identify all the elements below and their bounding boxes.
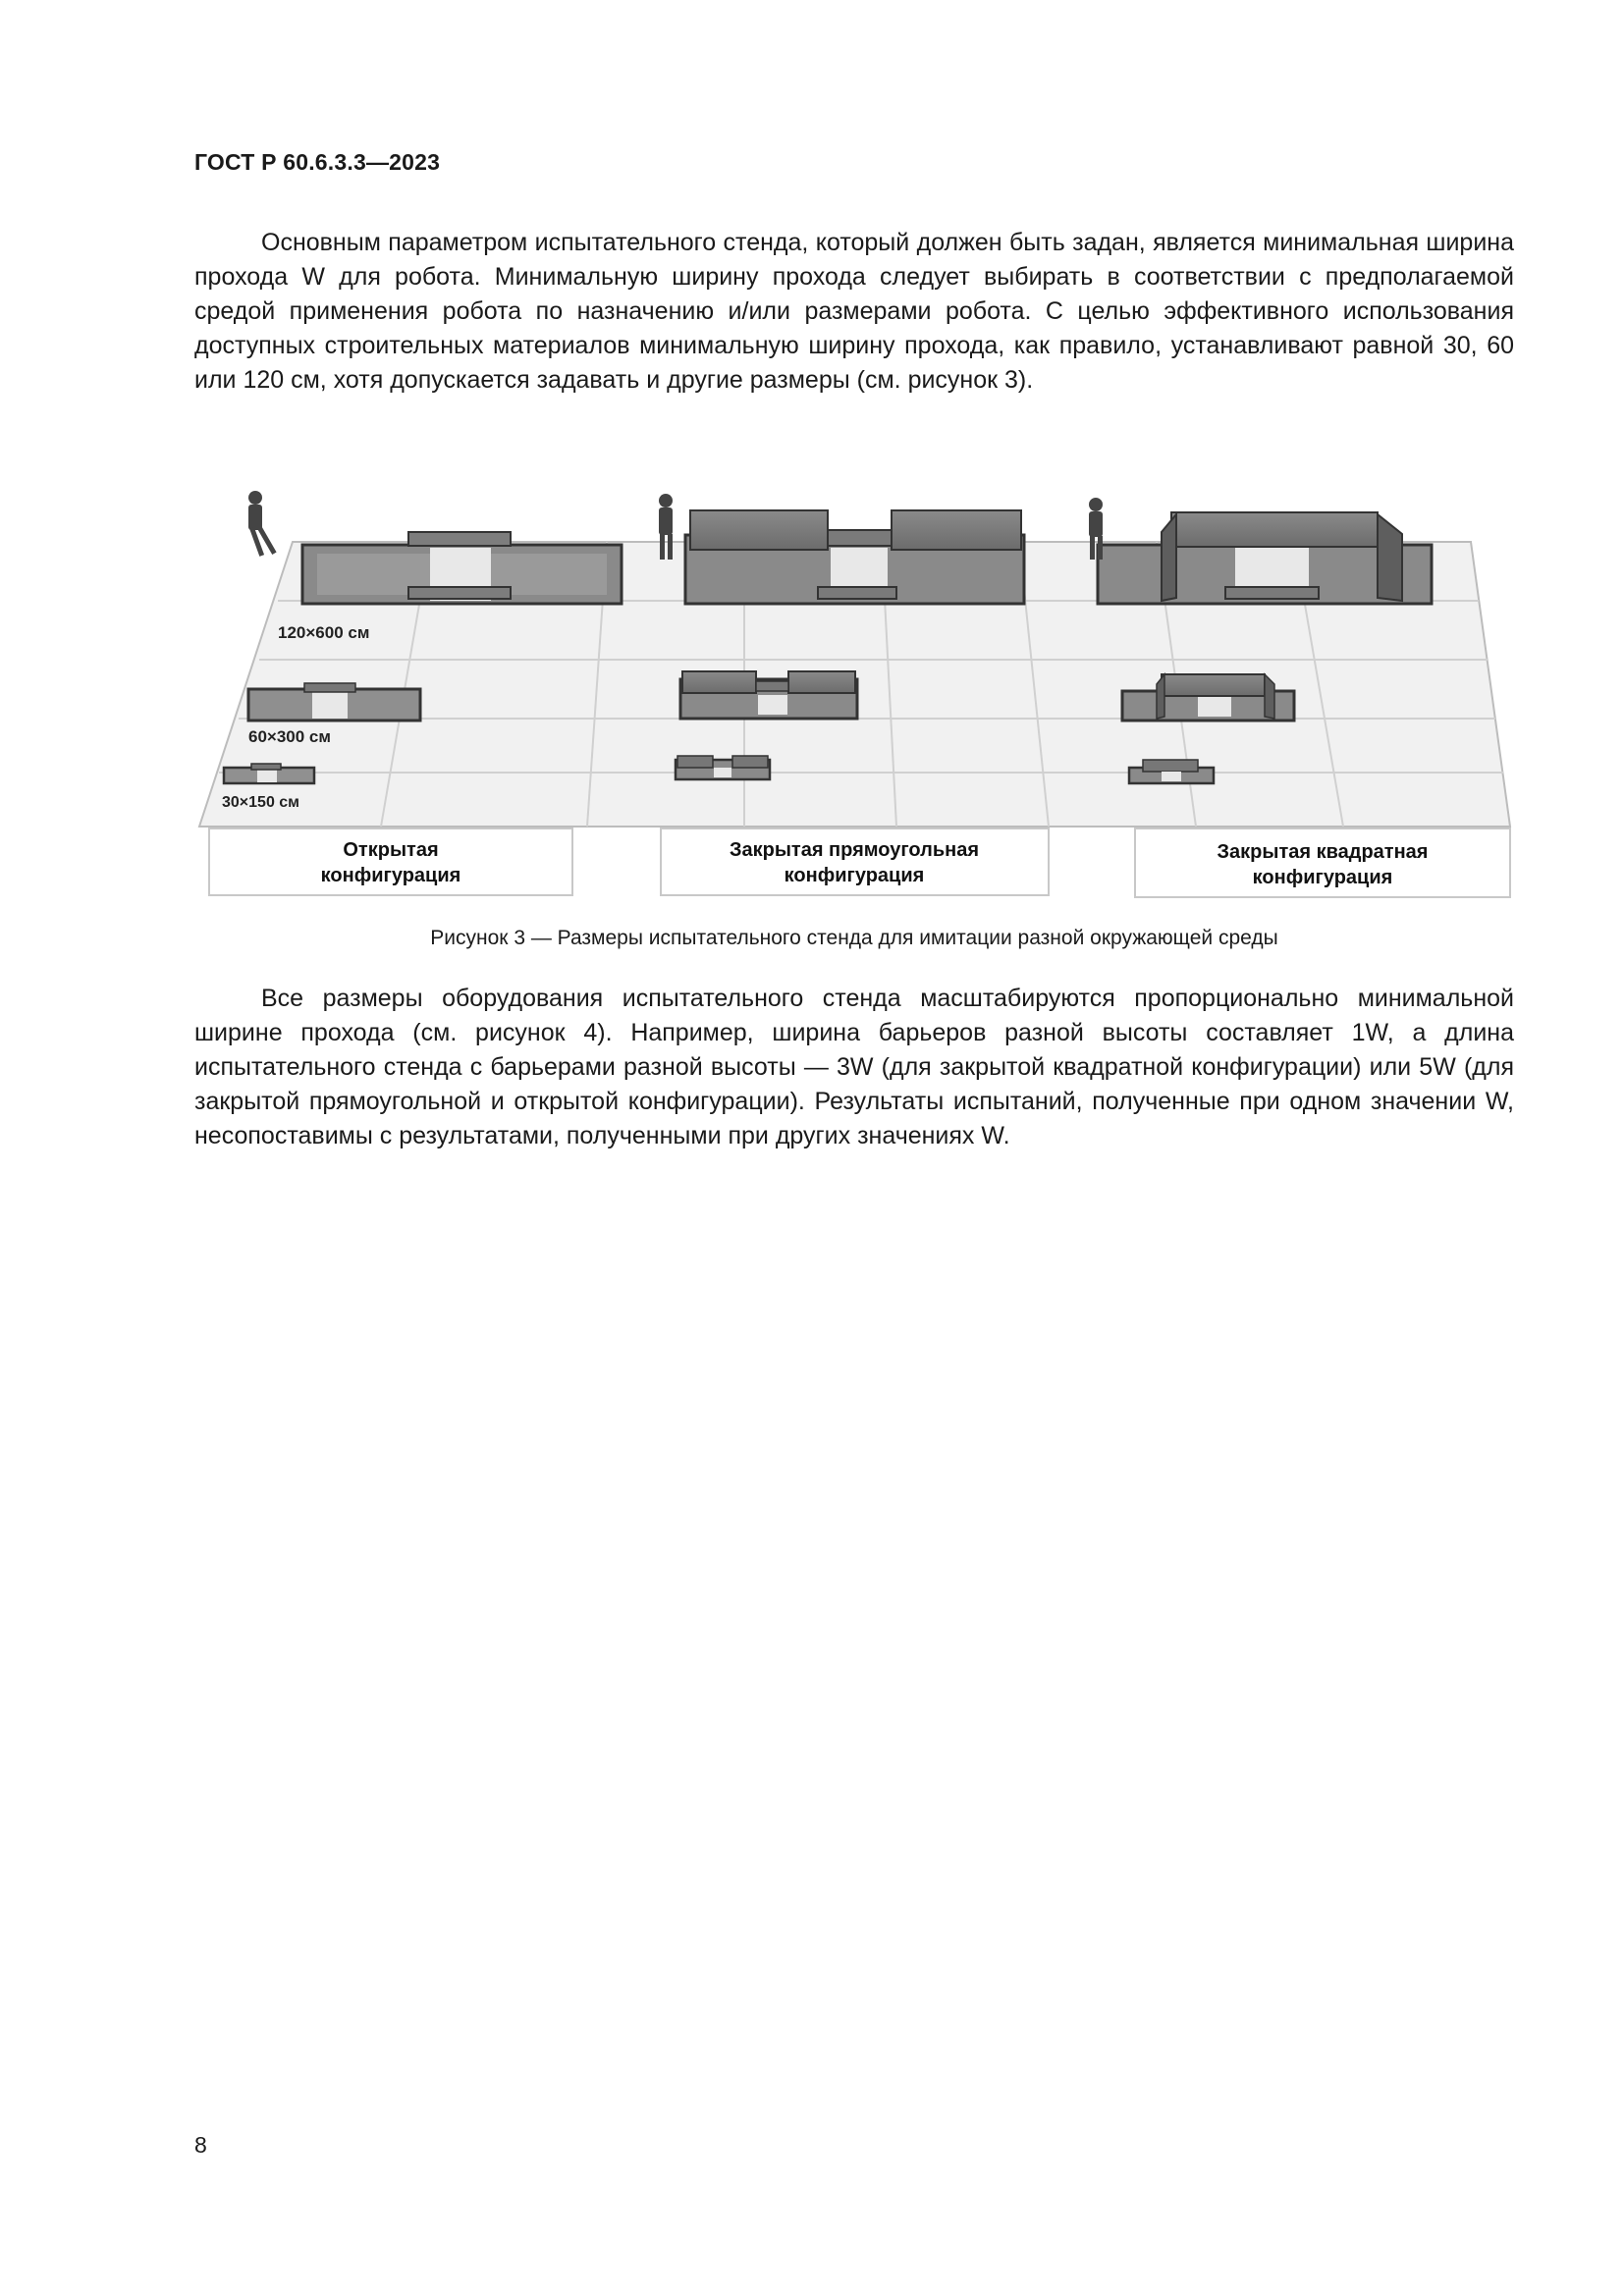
figure-3	[194, 473, 1514, 905]
human-figure-1	[248, 491, 277, 557]
config-label-closed-rect-line1: Закрытая прямоугольная	[729, 839, 980, 861]
page-number: 8	[194, 2132, 207, 2158]
config-label-open-line2: конфигурация	[320, 865, 461, 886]
config-label-closed-square-line1: Закрытая квадратная	[1217, 841, 1429, 863]
test-stand-illustration	[194, 473, 1514, 905]
config-label-closed-rect-line2: конфигурация	[784, 865, 925, 886]
size-label-large: 120×600 см	[278, 623, 370, 642]
config-label-closed-square-line2: конфигурация	[1252, 867, 1393, 888]
open-config-medium	[248, 683, 420, 721]
paragraph-scaling: Все размеры оборудования испытательного стенда масштабируются пропорционально минимальной ширине прохода (см. рисунок 4). Например, ширина барьеров разной высоты составляет 1W, а длина испытательного стенда с барьерами разной высоты — 3W (для закрытой квадратной конфигурации) или 5W (для закрытой прямоугольной и открытой конфигурации). Результаты испытаний, полученные при одном значении W, несопоставимы с результатами, полученными при других значениях W.	[194, 985, 1514, 1149]
document-header: ГОСТ Р 60.6.3.3—2023	[194, 149, 441, 175]
figure-caption: Рисунок 3 — Размеры испытательного стенда для имитации разной окружающей среды	[430, 927, 1278, 949]
closed-rect-config-large	[685, 510, 1024, 604]
closed-rect-config-medium	[680, 671, 857, 719]
config-label-open-line1: Открытая	[343, 839, 439, 861]
paragraph-intro: Основным параметром испытательного стенда, который должен быть задан, является минимальная ширина прохода W для робота. Минимальную ширину прохода следует выбирать в соответствии с предполагаемой средой применения робота по назначению и/или размерами робота. С целью эффективного использования доступных строительных материалов минимальную ширину прохода, как правило, устанавливают равной 30, 60 или 120 см, хотя допускается задавать и другие размеры (см. рисунок 3).	[194, 229, 1514, 394]
size-label-medium: 60×300 см	[248, 727, 331, 746]
closed-rect-config-small	[676, 756, 770, 779]
open-config-small	[224, 764, 314, 783]
closed-square-config-large	[1098, 512, 1432, 604]
size-label-small: 30×150 см	[222, 794, 300, 811]
